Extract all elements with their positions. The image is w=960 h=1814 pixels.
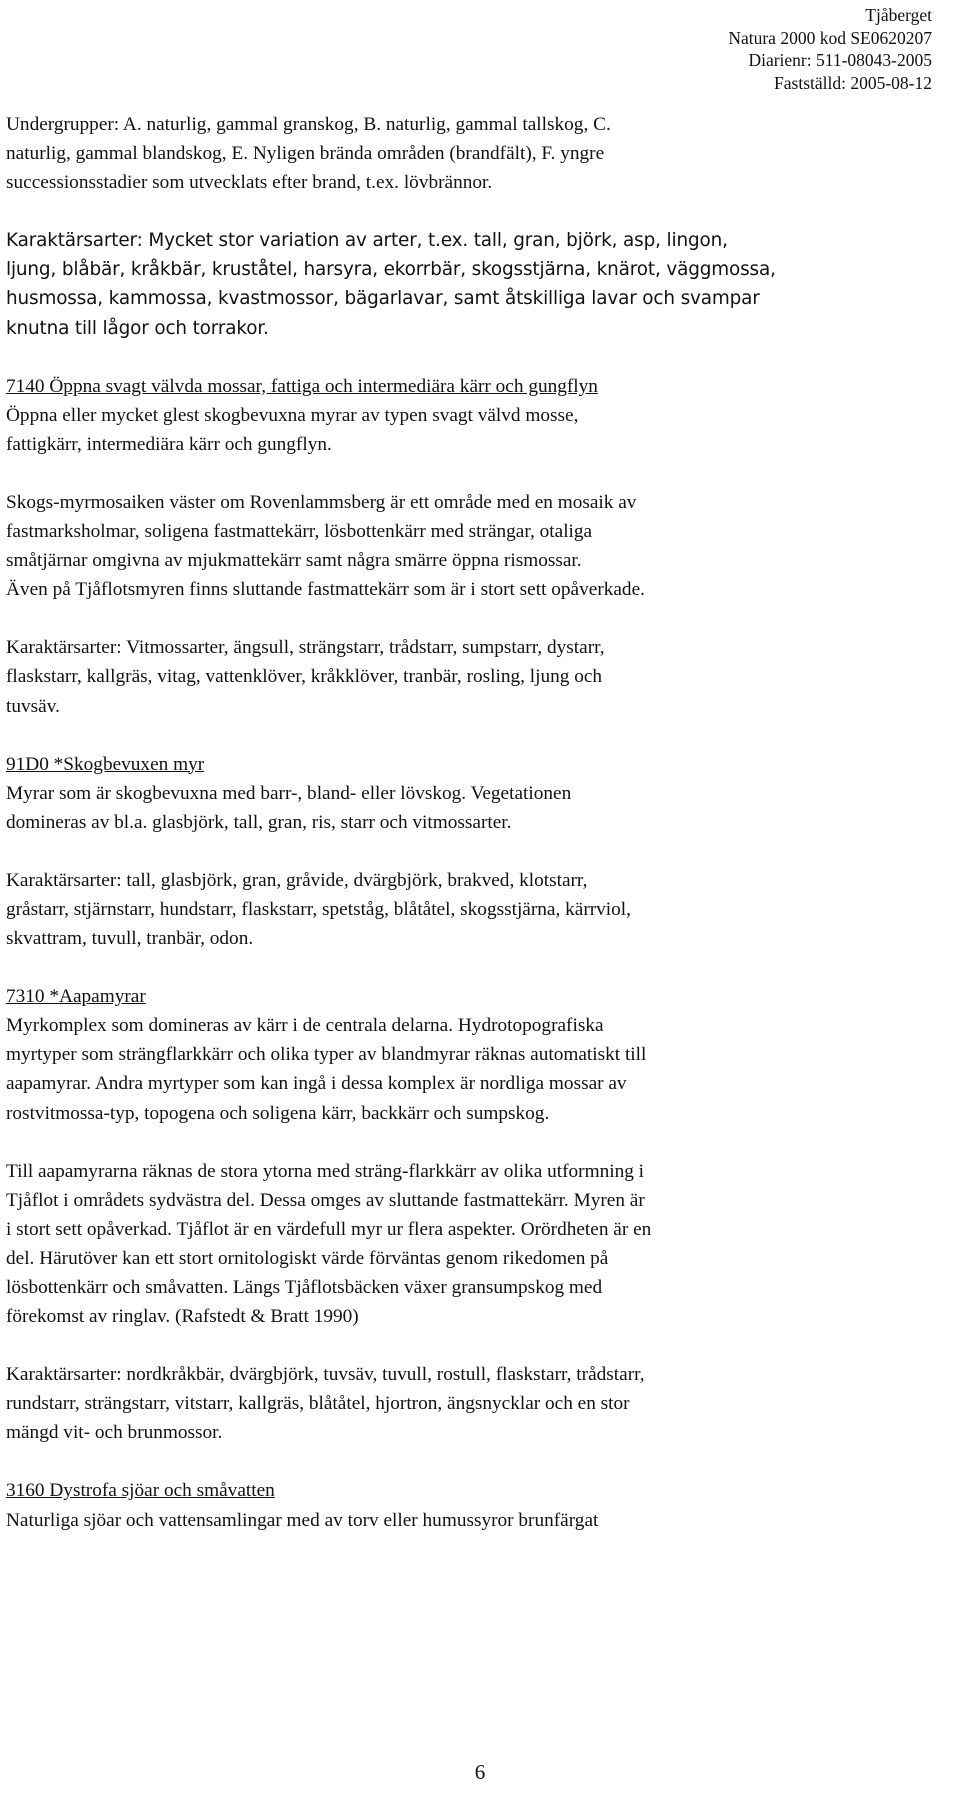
habitat-heading: 7140 Öppna svagt välvda mossar, fattiga och intermediära kärr och gungflyn xyxy=(6,375,598,397)
text-line: ljung, blåbär, kråkbär, kruståtel, harsyra, ekorrbär, skogsstjärna, knärot, väggmossa, xyxy=(6,259,776,281)
text-line: successionsstadier som utvecklats efter brand, t.ex. lövbrännor. xyxy=(6,172,493,194)
text-line: rostvitmossa-typ, topogena och soligena kärr, backkärr och sumpskog. xyxy=(6,1102,550,1124)
page-number: 6 xyxy=(474,1760,486,1784)
habitat-3160-section xyxy=(6,1476,928,1534)
text-line: mängd vit- och brunmossor. xyxy=(6,1422,223,1444)
text-line: naturlig, gammal blandskog, E. Nyligen brända områden (brandfält), F. yngre xyxy=(6,143,605,165)
header-registration-number: Diarienr: 511-08043-2005 xyxy=(748,50,932,71)
document-body xyxy=(6,110,928,1564)
text-line: Även på Tjåflotsmyren finns sluttande fastmattekärr som är i stort sett opåverkade. xyxy=(6,579,645,601)
text-line: Karaktärsarter: tall, glasbjörk, gran, gråvide, dvärgbjörk, brakved, klotstarr, xyxy=(6,869,588,891)
text-line: myrtyper som strängflarkkärr och olika typer av blandmyrar räknas automatiskt till xyxy=(6,1044,647,1066)
text-line: Karaktärsarter: nordkråkbär, dvärgbjörk, tuvsäv, tuvull, rostull, flaskstarr, trådstarr, xyxy=(6,1364,645,1386)
text-line: Tjåflot i områdets sydvästra del. Dessa omges av sluttande fastmattekärr. Myren är xyxy=(6,1189,645,1211)
habitat-7310-section xyxy=(6,982,928,1127)
text-line: husmossa, kammossa, kvastmossor, bägarlavar, samt åtskilliga lavar och svampar xyxy=(6,288,760,310)
characteristic-species-paragraph xyxy=(6,1360,928,1447)
text-line: Öppna eller mycket glest skogbevuxna myrar av typen svagt välvd mosse, xyxy=(6,404,579,426)
habitat-heading: 3160 Dystrofa sjöar och småvatten xyxy=(6,1480,275,1502)
habitat-heading: 91D0 *Skogbevuxen myr xyxy=(6,753,205,775)
text-line: småtjärnar omgivna av mjukmattekärr samt några smärre öppna rismossar. xyxy=(6,550,582,572)
text-line: i stort sett opåverkad. Tjåflot är en värdefull myr ur flera aspekter. Orördheten är en xyxy=(6,1218,652,1240)
characteristic-species-paragraph xyxy=(6,226,928,342)
characteristic-species-paragraph xyxy=(6,633,928,720)
text-line: lösbottenkärr och småvatten. Längs Tjåflotsbäcken växer gransumpskog med xyxy=(6,1277,603,1298)
subgroups-paragraph xyxy=(6,110,928,197)
text-line: förekomst av ringlav. (Rafstedt & Bratt 1990) xyxy=(6,1306,359,1328)
habitat-91d0-section xyxy=(6,750,928,837)
text-line: tuvsäv. xyxy=(6,695,60,717)
header-site-name: Tjåberget xyxy=(865,5,932,25)
characteristic-species-paragraph xyxy=(6,866,928,953)
habitat-7140-section xyxy=(6,372,928,459)
aapamyrar-description-paragraph xyxy=(6,1157,928,1332)
header-natura-code: Natura 2000 kod SE0620207 xyxy=(728,27,932,48)
mosaic-description-paragraph xyxy=(6,488,928,604)
text-line: del. Härutöver kan ett stort ornitologiskt värde förväntas genom rikedomen på xyxy=(6,1247,609,1269)
text-line: Undergrupper: A. naturlig, gammal granskog, B. naturlig, gammal tallskog, C. xyxy=(6,114,611,135)
text-line: Till aapamyrarna räknas de stora ytorna med sträng-flarkkärr av olika utformning i xyxy=(6,1160,645,1182)
text-line: Myrkomplex som domineras av kärr i de centrala delarna. Hydrotopografiska xyxy=(6,1015,604,1037)
text-line: skvattram, tuvull, tranbär, odon. xyxy=(6,928,254,950)
header-established-date: Fastställd: 2005-08-12 xyxy=(774,72,932,93)
habitat-heading: 7310 *Aapamyrar xyxy=(6,986,146,1008)
text-line: Naturliga sjöar och vattensamlingar med av torv eller humussyror brunfärgat xyxy=(6,1509,599,1531)
text-line: fastmarksholmar, soligena fastmattekärr, lösbottenkärr med strängar, otaliga xyxy=(6,521,593,543)
text-line: gråstarr, stjärnstarr, hundstarr, flaskstarr, spetståg, blåtåtel, skogsstjärna, kärrviol, xyxy=(6,898,631,920)
text-line: fattigkärr, intermediära kärr och gungflyn. xyxy=(6,433,332,455)
text-line: Myrar som är skogbevuxna med barr-, bland- eller lövskog. Vegetationen xyxy=(6,782,572,804)
text-line: rundstarr, strängstarr, vitstarr, kallgräs, blåtåtel, hjortron, ängsnycklar och en stor xyxy=(6,1393,630,1415)
text-line: aapamyrar. Andra myrtyper som kan ingå i dessa komplex är nordliga mossar av xyxy=(6,1073,627,1095)
text-line: Skogs-myrmosaiken väster om Rovenlammsberg är ett område med en mosaik av xyxy=(6,491,637,513)
text-line: domineras av bl.a. glasbjörk, tall, gran, ris, starr och vitmossarter. xyxy=(6,811,512,833)
text-line: knutna till lågor och torrakor. xyxy=(6,317,269,339)
document-header xyxy=(728,4,932,94)
text-line: flaskstarr, kallgräs, vitag, vattenklöver, kråkklöver, tranbär, rosling, ljung och xyxy=(6,666,603,688)
text-line: Karaktärsarter: Mycket stor variation av arter, t.ex. tall, gran, björk, asp, lingon, xyxy=(6,230,728,252)
text-line: Karaktärsarter: Vitmossarter, ängsull, strängstarr, trådstarr, sumpstarr, dystarr, xyxy=(6,637,605,659)
